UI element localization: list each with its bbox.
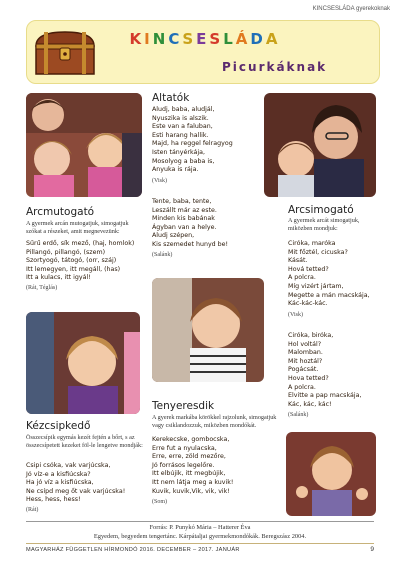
poem-line: Esti harang hallik. — [152, 131, 209, 139]
credits-divider — [26, 521, 374, 522]
source-tente: (Salánk) — [152, 252, 173, 258]
section-title-tenyeresdik: Tenyeresdik — [152, 400, 215, 412]
poem-line: Hová tetted? — [288, 265, 329, 273]
poem-line: Itt a kulacs, itt igyál! — [26, 274, 91, 282]
banner-title-letter: I — [144, 30, 153, 48]
poem-arcmutogato — [26, 240, 134, 283]
poem-line: Isten tányérkája, — [152, 148, 205, 156]
poem-line: Mosolyog a baba is, — [152, 157, 215, 165]
intro-tenyeresdik: A gyerek markába körökkel rajzolunk, simogatjuk vagy csiklandozzuk, miközben mondókát. — [152, 414, 277, 429]
poem-line: Itt lemegyen, itt megáll, (has) — [26, 265, 121, 273]
photo-mother-child — [264, 93, 376, 197]
poem-line: Itt nem látja meg a kuvik! — [152, 478, 234, 486]
photo-child-hands — [286, 432, 376, 516]
banner-title-letter: A — [265, 30, 281, 48]
poem-line: Ne csípd meg őt vak varjúcska! — [26, 487, 126, 495]
banner-title-letter: S — [209, 30, 224, 48]
poem-line: Jó víz-e a kisfiúcska? — [26, 470, 91, 478]
source-arcmutogato: (Rát, Téglás) — [26, 285, 58, 291]
poem-line: Pogácsát. — [288, 366, 319, 374]
poem-line: Leszállt már az este. — [152, 206, 217, 214]
poem-line: Elvitte a pap macskája, — [288, 392, 362, 400]
poem-line: Anyuka is rája. — [152, 166, 199, 174]
section-title-kezcsipkedo: Kézcsipkedő — [26, 420, 91, 432]
poem-line: Ágyban van a helye. — [152, 223, 217, 231]
poem-line: Hess, hess, hess! — [26, 496, 81, 504]
banner-title-letter: S — [182, 30, 197, 48]
poem-line: Aludj, baba, aludjál, — [152, 106, 215, 113]
banner-title-letter: L — [223, 30, 236, 48]
page-number: 9 — [370, 546, 374, 553]
poem-line: Tente, baba, tente, — [152, 198, 212, 205]
treasure-chest-icon — [30, 26, 100, 78]
credits-book: Egyedem, begyedem tengertánc. Kárpátaljai gyermekmondókák. Beregszász 2004. — [93, 533, 307, 540]
footer-publication: MAGYARHÁZ FÜGGETLEN HÍRMONDÓ 2016. DECEMBER – 2017. JANUÁR — [26, 547, 240, 553]
poem-line: Kását. — [288, 257, 308, 265]
poem-line: Mit főztél, cicuska? — [288, 248, 348, 256]
poem-line: Hol voltál? — [288, 340, 322, 348]
poem-line: Mit hoztál? — [288, 357, 323, 365]
poem-line: Este van a faluban, — [152, 123, 213, 131]
poem-line: Kis szemedet hunyd be! — [152, 240, 229, 248]
banner-subtitle: Picurkáknak — [222, 60, 328, 74]
intro-kezcsipkedo: Összecsípik egymás kezét fejtén a bőrt, s az összecsípetett kezeket föl-le lengetve mondják: — [26, 434, 143, 449]
poem-line: Ciróka, maróka — [288, 240, 336, 247]
header-tag: KINCSESLÁDA gyerekoknak — [312, 6, 390, 12]
poem-line: Jó forrásos legelőre. — [152, 461, 215, 469]
intro-arcsimogato: A gyermek arcát simogatjuk, miközben mondjuk: — [288, 217, 360, 232]
poem-line: Erre fut a nyulacska, — [152, 444, 217, 452]
banner-title — [110, 30, 300, 48]
poem-tenyeresdik — [152, 436, 233, 496]
poem-line: Majd, ha reggel felragyog — [152, 140, 233, 148]
poem-altatok — [152, 106, 233, 175]
banner-title-letter: Á — [235, 30, 251, 48]
poem-line: Aludj szépen, — [152, 232, 195, 240]
photo-little-girl — [26, 312, 140, 414]
poem-line: Ha jó víz a kisfiúcska, — [26, 479, 94, 487]
source-ciroka-biroka: (Salánk) — [288, 412, 309, 418]
poem-line: Malomban. — [288, 349, 323, 357]
banner-title-letter: D — [250, 30, 266, 48]
poem-line: A polcra. — [288, 383, 316, 391]
source-kezcsipkedo: (Rát) — [26, 507, 39, 513]
poem-line: Kác, kác, kác! — [288, 400, 332, 408]
poem-line: Kác-kác-kác. — [288, 300, 328, 308]
photo-children-group — [26, 93, 142, 197]
source-tenyeresdik: (Som) — [152, 499, 167, 505]
footer-divider — [26, 543, 374, 544]
poem-line: Ciróka, biróka, — [288, 332, 334, 339]
section-title-arcmutogato: Arcmutogató — [26, 206, 95, 218]
poem-line: Csipi csóka, vak varjúcska, — [26, 462, 111, 469]
banner-title-letter: C — [168, 30, 183, 48]
banner-title-letter: E — [196, 30, 210, 48]
poem-line: A polcra. — [288, 274, 316, 282]
poem-line: Pillangó, pillangó, (szem) — [26, 248, 106, 256]
poem-line: Megette a mán macskája, — [288, 291, 370, 299]
poem-line: Kuvik, kuvik,Vik, vik, vik! — [152, 487, 230, 495]
poem-line: Sűrű erdő, sík mező, (haj, homlok) — [26, 240, 135, 247]
intro-arcmutogato: A gyermek arcán mutogatjuk, simogatjuk szókat a részeket, amit megnevezünk: — [26, 220, 129, 235]
poem-tente — [152, 198, 228, 250]
poem-line: Itt elbújik, itt megbújik, — [152, 470, 226, 478]
credits-source: Forrás: P. Punykó Mária – Hatterer Éva — [149, 524, 251, 531]
source-arcsimogato: (Visk) — [288, 312, 303, 318]
poem-line: Míg vizért jártam, — [288, 282, 344, 290]
poem-kezcsipkedo — [26, 462, 125, 505]
photo-toddler — [152, 278, 264, 382]
poem-line: Szortyogó, tátogó, (orr, száj) — [26, 257, 117, 265]
poem-line: Nyuszika is alszik. — [152, 114, 209, 122]
poem-arcsimogato — [288, 240, 370, 309]
section-title-altatok: Altatók — [152, 92, 190, 104]
section-title-arcsimogato: Arcsimogató — [288, 204, 354, 216]
poem-line: Hova tetted? — [288, 374, 329, 382]
banner-title-letter: N — [152, 30, 169, 48]
source-altatok: (Visk) — [152, 178, 167, 184]
poem-line: Erre, erre, zöld mezőre, — [152, 453, 226, 461]
poem-line: Kerekecske, gombocska, — [152, 436, 230, 443]
banner-title-letter: K — [129, 30, 145, 48]
poem-ciroka-biroka — [288, 332, 361, 409]
poem-line: Minden kis babának — [152, 215, 215, 223]
